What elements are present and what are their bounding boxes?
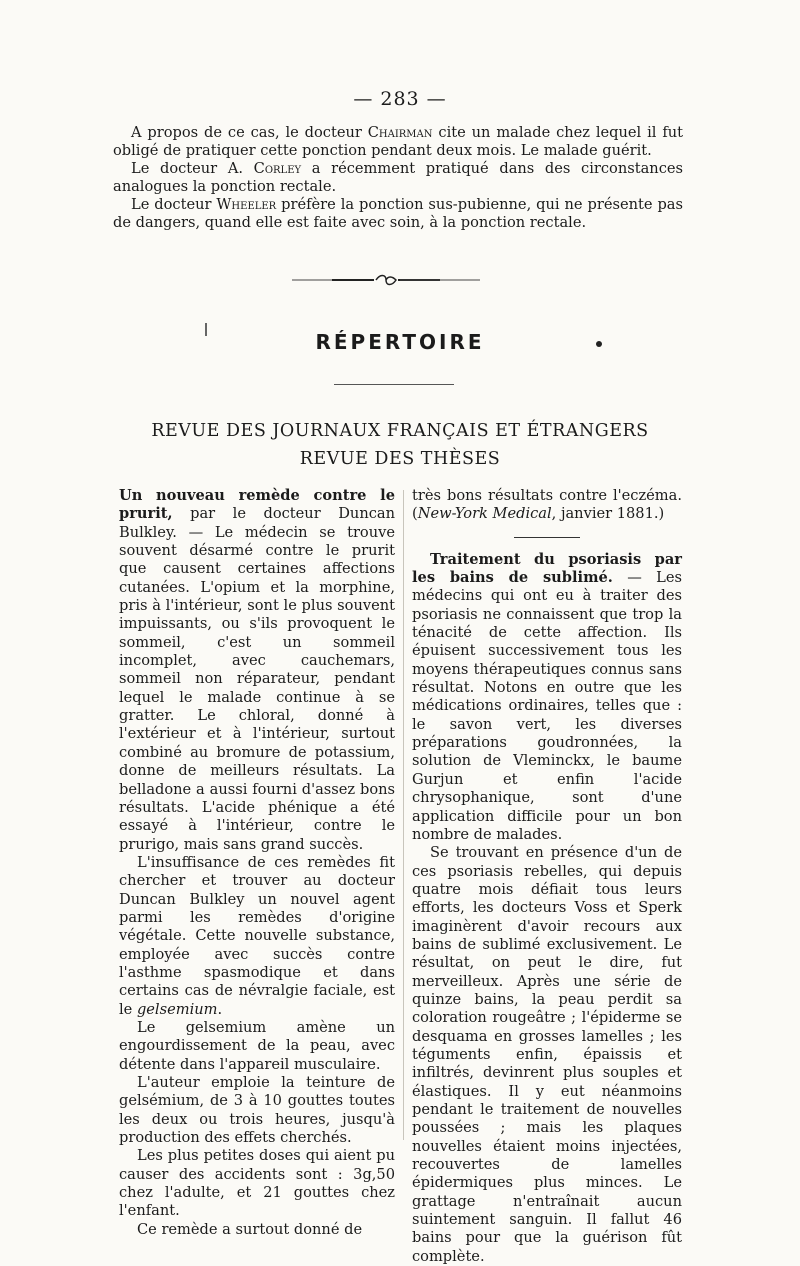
- person-name: Corley: [253, 160, 302, 177]
- article-paragraph: L'auteur emploie la teinture de gelsémium, de 3 à 10 gouttes toutes les deux ou trois heures, jusqu'à production des effets cherchés.: [119, 1074, 395, 1147]
- column-divider: [403, 490, 404, 1140]
- article-paragraph: Se trouvant en présence d'un de ces psoriasis rebelles, qui depuis quatre mois défiait tous leurs efforts, les docteurs Voss et Sperk imaginèrent d'avoir recours aux bains de sublimé exclusivement. Le résultat, on peut le dire, fut merveilleux. Après une série de quinze bains, la peau perdit sa coloration rougeâtre ; l'épiderme se desquama en grosses lamelles ; les téguments enfin, épaissis et infiltrés, devinrent plus souples et élastiques. Il y eut néanmoins pendant le traitement de nouvelles poussées ; mais les plaques nouvelles étaient moins injectées, recouvertes de lamelles épidermiques plus minces. Le grattage n'entraînait aucun suintement sanguin. Il fallut 46 bains pour que la guérison fût complète.: [412, 844, 682, 1265]
- article-paragraph: L'insuffisance de ces remèdes fit chercher et trouver au docteur Duncan Bulkley un nouvel agent parmi les remèdes d'origine végétale. Cette nouvelle substance, employée avec succès contre l'asthme spasmodique et dans certains cas de névralgie faciale, est le gelsemium.: [119, 853, 395, 1018]
- article-paragraph: Les plus petites doses qui aient pu causer des accidents sont : 3g,50 chez l'adulte, et 21 gouttes chez l'enfant.: [119, 1147, 395, 1220]
- print-dot: [596, 341, 602, 347]
- left-column: [119, 487, 395, 1239]
- intro-paragraph: Le docteur Wheeler préfère la ponction sus-pubienne, qui ne présente pas de dangers, quand elle est faite avec soin, à la ponction rectale.: [113, 196, 683, 231]
- article-paragraph: Traitement du psoriasis par les bains de sublimé. — Les médecins qui ont eu à traiter des psoriasis ne connaissent que trop la ténacité de cette affection. Ils épuisent successivement tous les moyens thérapeutiques connus sans résultat. Notons en outre que les médications ordinaires, telles que : le savon vert, les diverses préparations goudronnées, la solution de Vleminckx, le baume Gurjun et enfin l'acide chrysophanique, sont d'une application difficile pour un bon nombre de malades.: [412, 550, 682, 843]
- person-name: Wheeler: [216, 196, 277, 213]
- article-paragraph: très bons résultats contre l'eczéma. (New-York Medical, janvier 1881.): [412, 487, 682, 523]
- thesis-review-heading: REVUE DES THÈSES: [299, 449, 501, 469]
- article-paragraph: Ce remède a surtout donné de: [137, 1220, 363, 1238]
- intro-text: [113, 124, 683, 232]
- section-title: RÉPERTOIRE: [315, 330, 485, 354]
- page-number: — 283 —: [353, 88, 447, 110]
- intro-paragraph: A propos de ce cas, le docteur Chairman cite un malade chez lequel il fut obligé de pratiquer cette ponction pendant deux mois. Le malade guérit.: [113, 124, 683, 159]
- article-separator: [514, 537, 580, 538]
- article-title: Traitement du psoriasis par les bains de sublimé.: [412, 550, 682, 587]
- article-paragraph: Un nouveau remède contre le prurit, par le docteur Duncan Bulkley. — Le médecin se trouve souvent désarmé contre le prurit que causent certaines affections cutanées. L'opium et la morphine, pris à l'intérieur, sont le plus souvent impuissants, ou s'ils provoquent le sommeil, c'est un sommeil incomplet, avec cauchemars, sommeil non réparateur, pendant lequel le malade continue à se gratter. Le chloral, donné à l'extérieur et à l'intérieur, surtout combiné au bromure de potassium, donne de meilleurs résultats. La belladone a aussi fourni d'assez bons résultats. L'acide phénique a été essayé à l'intérieur, contre le prurigo, mais sans grand succès.: [119, 487, 395, 853]
- article-title: Un nouveau remède contre le prurit,: [119, 487, 395, 523]
- short-rule: [334, 384, 454, 385]
- journal-review-heading: REVUE DES JOURNAUX FRANÇAIS ET ÉTRANGERS: [151, 421, 649, 441]
- intro-paragraph: Le docteur A. Corley a récemment pratiqué dans des circonstances analogues la ponction rectale.: [113, 160, 683, 195]
- person-name: Chairman: [367, 124, 433, 141]
- ornament-divider: [292, 272, 480, 288]
- article-paragraph: Le gelsemium amène un engourdissement de la peau, avec détente dans l'appareil musculaire.: [119, 1018, 395, 1073]
- right-column: [412, 487, 682, 1266]
